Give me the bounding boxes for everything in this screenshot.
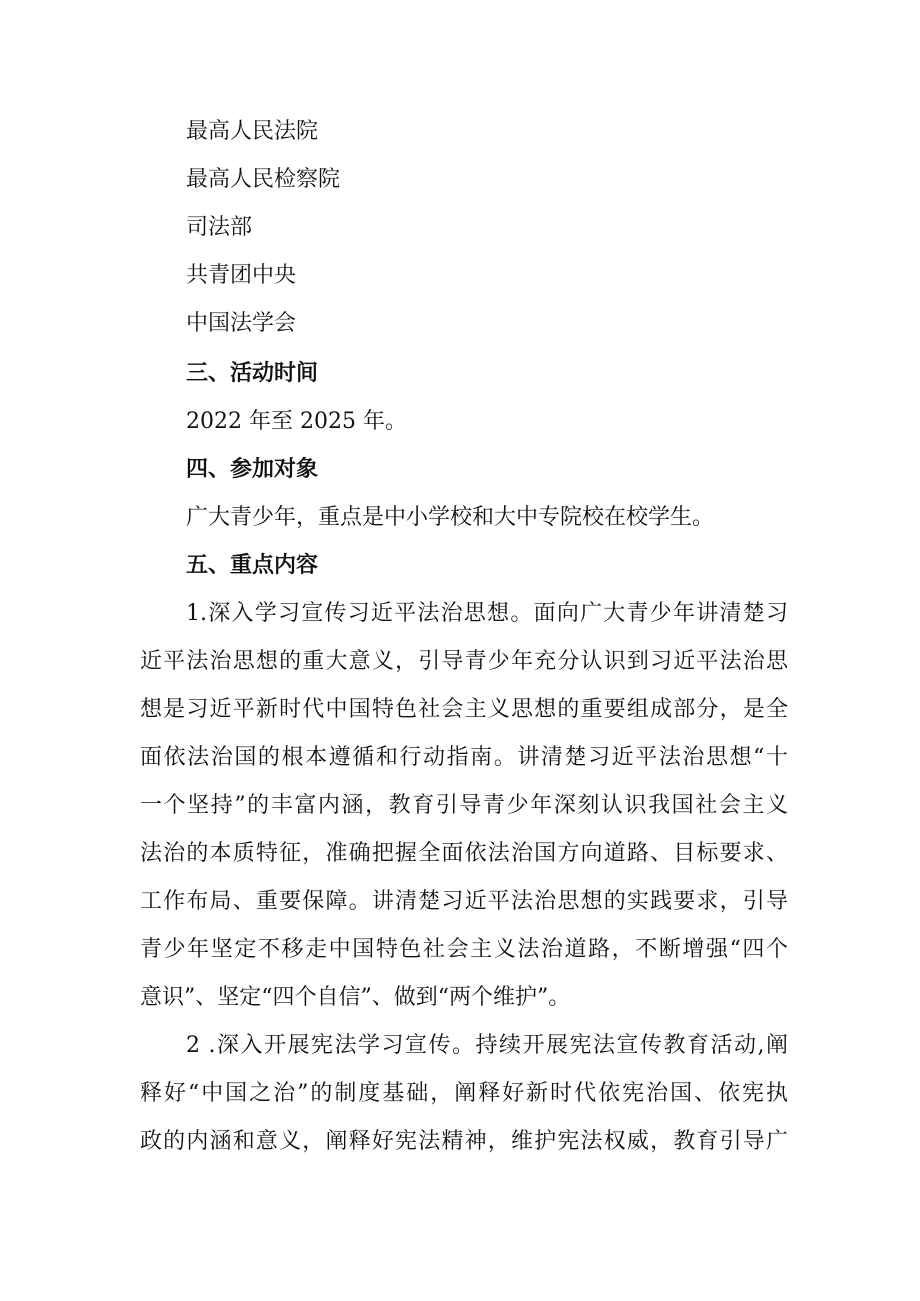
organizer-item: 司法部 <box>186 215 253 240</box>
paragraph-line: 释好“中国之治”的制度基础，阐释好新时代依宪治国、依宪执 <box>140 1081 788 1106</box>
paragraph-line: 一个坚持”的丰富内涵，教育引导青少年深刻认识我国社会主义 <box>140 793 788 818</box>
section-heading: 四、参加对象 <box>186 457 319 482</box>
organizer-item: 最高人民检察院 <box>186 167 341 192</box>
organizer-item: 最高人民法院 <box>186 119 319 144</box>
paragraph-line: 青少年坚定不移走中国特色社会主义法治道路，不断增强“四个 <box>140 937 788 962</box>
organizer-item: 共青团中央 <box>186 263 297 288</box>
paragraph-line: 政的内涵和意义，阐释好宪法精神，维护宪法权威，教育引导广 <box>140 1129 788 1154</box>
paragraph-line: 2 .深入开展宪法学习宣传。持续开展宪法宣传教育活动,阐 <box>186 1033 788 1058</box>
section-heading: 三、活动时间 <box>186 361 319 386</box>
paragraph-line: 意识”、坚定“四个自信”、做到“两个维护”。 <box>140 985 571 1010</box>
organizer-item: 中国法学会 <box>186 311 297 336</box>
paragraph-line: 面依法治国的根本遵循和行动指南。讲清楚习近平法治思想“十 <box>140 745 788 770</box>
section-heading: 五、重点内容 <box>186 553 319 578</box>
paragraph-text: 2022 年至 2025 年。 <box>186 409 407 434</box>
paragraph-text: 广大青少年，重点是中小学校和大中专院校在校学生。 <box>186 505 715 530</box>
paragraph-line: 想是习近平新时代中国特色社会主义思想的重要组成部分，是全 <box>140 697 788 722</box>
paragraph-line: 法治的本质特征，准确把握全面依法治国方向道路、目标要求、 <box>140 841 788 866</box>
paragraph-line: 近平法治思想的重大意义，引导青少年充分认识到习近平法治思 <box>140 649 788 674</box>
paragraph-line: 工作布局、重要保障。讲清楚习近平法治思想的实践要求，引导 <box>140 889 788 914</box>
paragraph-line: 1.深入学习宣传习近平法治思想。面向广大青少年讲清楚习 <box>186 601 788 626</box>
